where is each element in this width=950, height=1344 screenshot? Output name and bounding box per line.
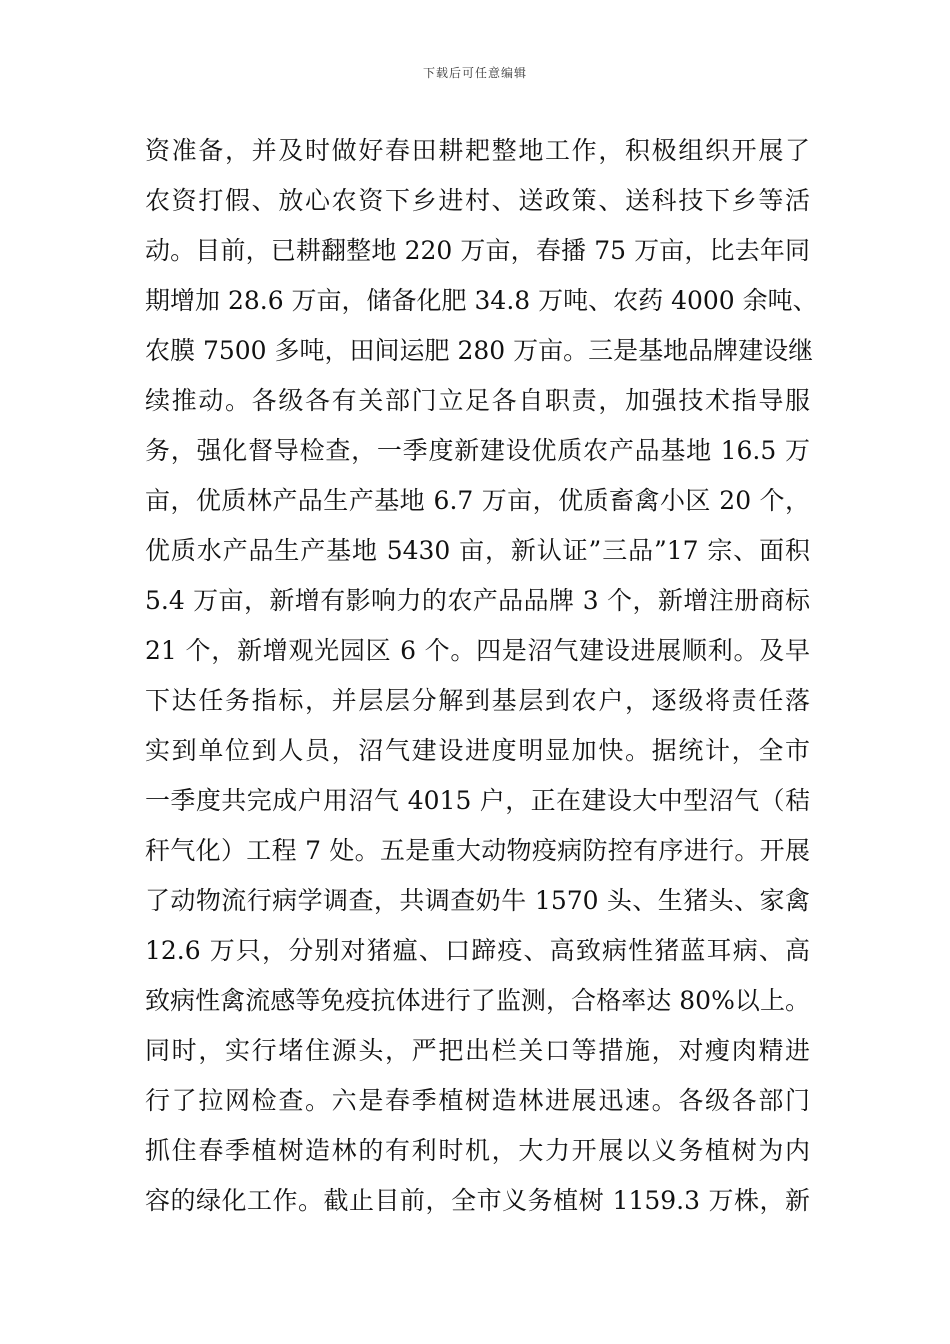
text-line: 一季度共完成户用沼气 4015 户，正在建设大中型沼气（秸 <box>145 786 810 815</box>
text-line: 实到单位到人员，沼气建设进度明显加快。据统计，全市 <box>145 736 810 765</box>
text-line: 资准备，并及时做好春田耕耙整地工作，积极组织开展了 <box>145 136 810 165</box>
text-line: 21 个，新增观光园区 6 个。四是沼气建设进展顺利。及早 <box>145 636 810 665</box>
text-line: 致病性禽流感等免疫抗体进行了监测，合格率达 80%以上。 <box>145 986 810 1015</box>
text-line: 动。目前，已耕翻整地 220 万亩，春播 75 万亩，比去年同 <box>145 236 810 265</box>
text-line: 农膜 7500 多吨，田间运肥 280 万亩。三是基地品牌建设继 <box>145 336 814 365</box>
text-line: 行了拉网检查。六是春季植树造林进展迅速。各级各部门 <box>145 1086 810 1115</box>
text-line: 12.6 万只，分别对猪瘟、口蹄疫、高致病性猪蓝耳病、高 <box>145 936 810 965</box>
text-line: 容的绿化工作。截止目前，全市义务植树 1159.3 万株，新 <box>145 1186 810 1215</box>
text-line: 亩，优质林产品生产基地 6.7 万亩，优质畜禽小区 20 个， <box>145 486 810 515</box>
text-line: 务，强化督导检查，一季度新建设优质农产品基地 16.5 万 <box>145 436 810 465</box>
document-body <box>145 126 818 1226</box>
page-header: 下载后可任意编辑 <box>422 66 527 80</box>
text-line: 5.4 万亩，新增有影响力的农产品品牌 3 个，新增注册商标 <box>145 586 810 615</box>
text-line: 期增加 28.6 万亩，储备化肥 34.8 万吨、农药 4000 余吨、 <box>145 286 818 315</box>
text-line: 农资打假、放心农资下乡进村、送政策、送科技下乡等活 <box>145 186 810 215</box>
text-line: 秆气化）工程 7 处。五是重大动物疫病防控有序进行。开展 <box>145 836 810 865</box>
text-line: 续推动。各级各有关部门立足各自职责，加强技术指导服 <box>145 386 810 415</box>
text-line: 抓住春季植树造林的有利时机，大力开展以义务植树为内 <box>145 1136 810 1165</box>
text-line: 同时，实行堵住源头，严把出栏关口等措施，对瘦肉精进 <box>145 1036 810 1065</box>
text-line: 下达任务指标，并层层分解到基层到农户，逐级将责任落 <box>145 686 810 715</box>
text-line: 优质水产品生产基地 5430 亩，新认证”三品”17 宗、面积 <box>145 536 810 565</box>
text-line: 了动物流行病学调查，共调查奶牛 1570 头、生猪头、家禽 <box>145 886 810 915</box>
